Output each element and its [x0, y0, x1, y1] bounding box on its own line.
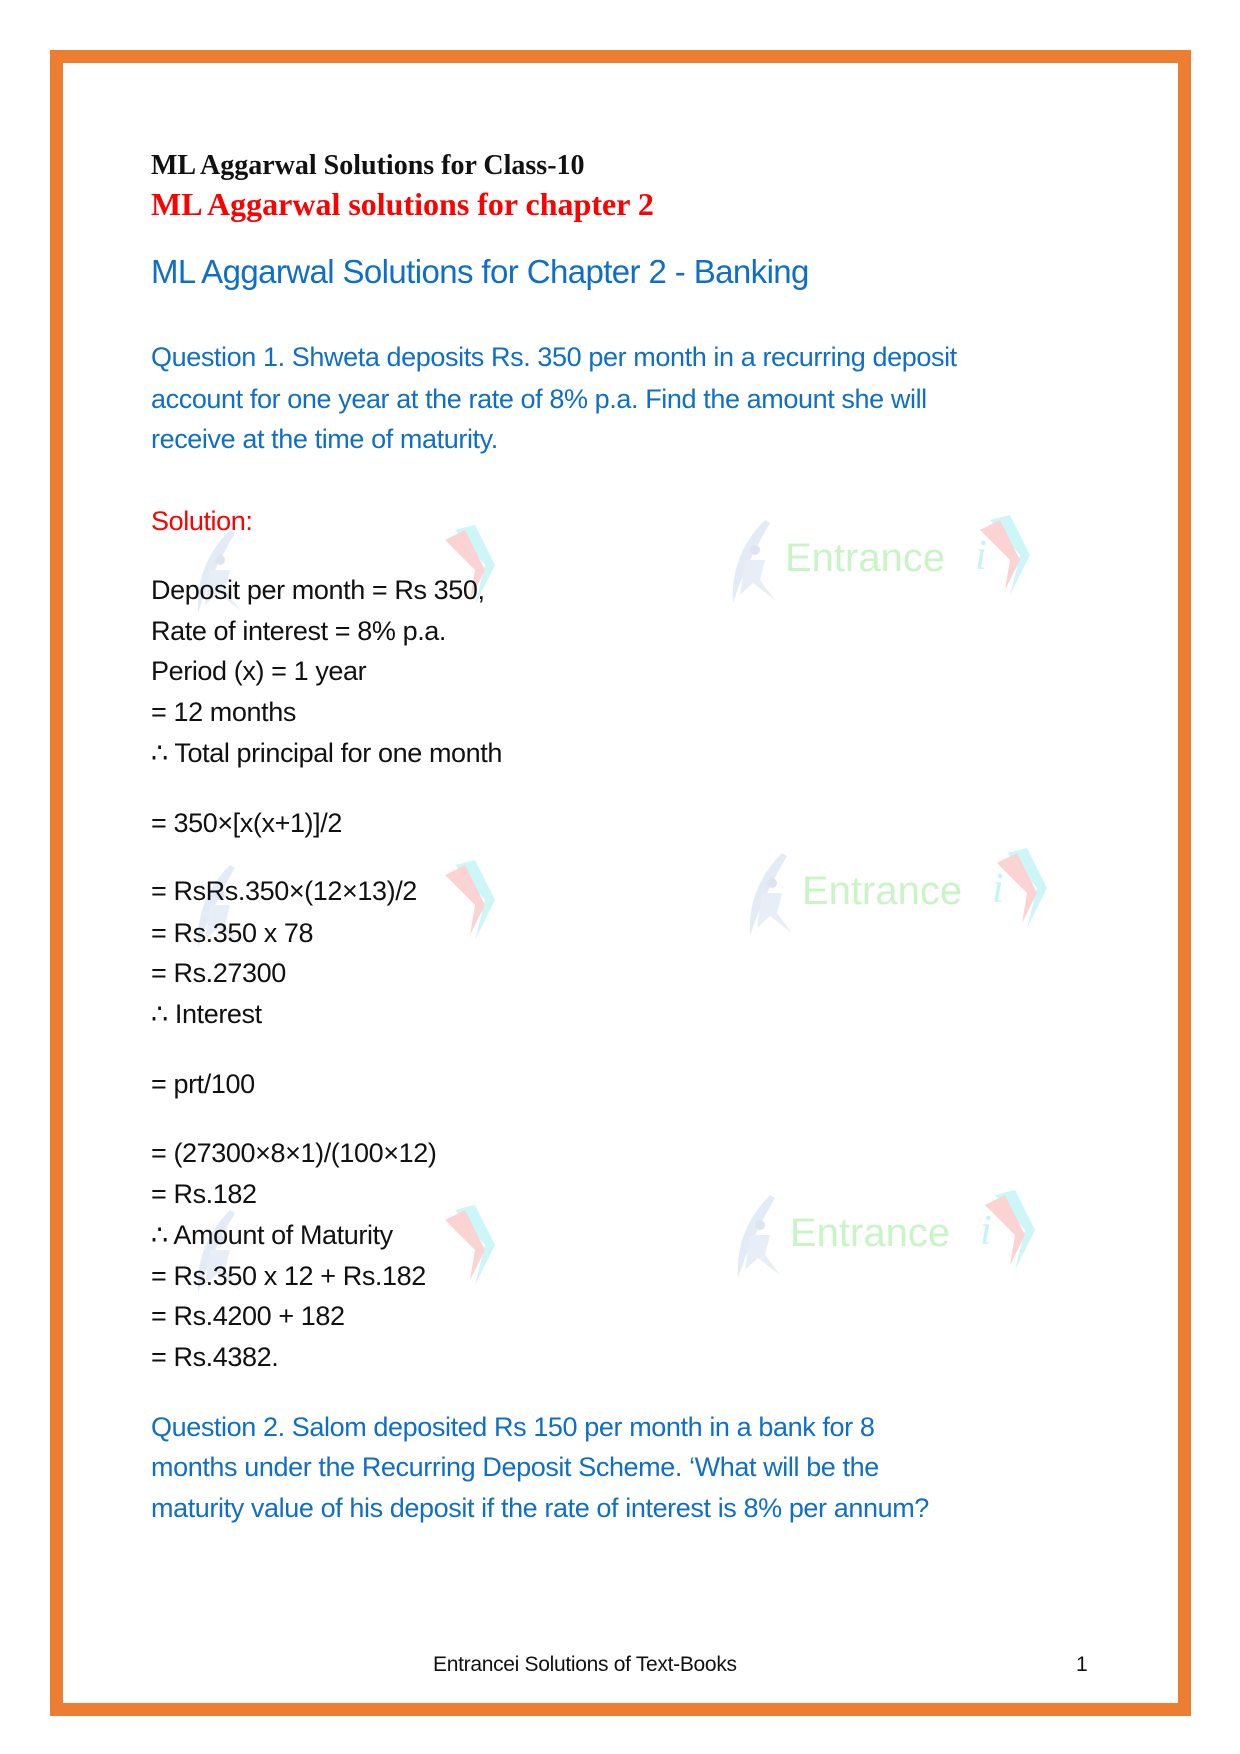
solution-line: Rate of interest = 8% p.a. — [151, 616, 447, 646]
watermark-text: Entrance — [785, 536, 946, 580]
watermark-letter: i — [980, 1208, 992, 1254]
paper-logo-icon — [997, 848, 1047, 928]
solution-line: = RsRs.350×(12×13)/2 — [151, 876, 417, 906]
question-2-line: months under the Recurring Deposit Scheme. ‘What will be the — [151, 1452, 879, 1482]
watermark-letter: i — [975, 533, 987, 579]
solution-line: = Rs.350 x 78 — [151, 918, 314, 948]
question-1-line: receive at the time of maturity. — [151, 424, 498, 454]
question-2-line: Question 2. Salom deposited Rs 150 per month in a bank for 8 — [151, 1412, 875, 1442]
solution-line: = 350×[x(x+1)]/2 — [151, 808, 342, 838]
entrancei-watermark — [720, 1180, 1050, 1290]
chapter-title: ML Aggarwal solutions for chapter 2 — [151, 186, 654, 222]
solution-line: ∴ Interest — [151, 999, 262, 1029]
paper-logo-icon — [445, 860, 495, 940]
solution-line: Deposit per month = Rs 350, — [151, 575, 485, 605]
watermark-text: Entrance — [802, 869, 963, 913]
footer-text: Entrancei Solutions of Text-Books — [433, 1653, 737, 1676]
solution-line: = Rs.182 — [151, 1179, 257, 1209]
solution-line: = Rs.350 x 12 + Rs.182 — [151, 1261, 426, 1291]
page-title: ML Aggarwal Solutions for Chapter 2 - Banking — [151, 253, 809, 290]
solution-line: = 12 months — [151, 697, 296, 727]
question-1-line: account for one year at the rate of 8% p.a. Find the amount she will — [151, 384, 927, 414]
solution-line: = (27300×8×1)/(100×12) — [151, 1138, 437, 1168]
solution-line: = Rs.4382. — [151, 1342, 279, 1372]
watermark-letter: i — [992, 866, 1004, 912]
entrancei-watermark — [715, 505, 1045, 615]
entrancei-watermark — [732, 838, 1062, 948]
solution-line: = prt/100 — [151, 1069, 255, 1099]
question-1-line: Question 1. Shweta deposits Rs. 350 per month in a recurring deposit — [151, 342, 957, 372]
solution-line: = Rs.4200 + 182 — [151, 1301, 345, 1331]
paper-logo-icon — [980, 515, 1030, 595]
solution-line: ∴ Amount of Maturity — [151, 1220, 393, 1250]
question-2-line: maturity value of his deposit if the rate of interest is 8% per annum? — [151, 1493, 929, 1523]
figure-logo-icon — [742, 848, 802, 938]
paper-logo-icon — [445, 1205, 495, 1285]
page-number: 1 — [1076, 1653, 1088, 1676]
figure-logo-icon — [725, 515, 785, 605]
solution-line: Period (x) = 1 year — [151, 656, 367, 686]
book-title: ML Aggarwal Solutions for Class-10 — [151, 150, 585, 181]
solution-line: ∴ Total principal for one month — [151, 738, 502, 768]
solution-line: = Rs.27300 — [151, 958, 286, 988]
solution-label: Solution: — [151, 506, 253, 536]
watermark-text: Entrance — [790, 1211, 951, 1255]
paper-logo-icon — [985, 1190, 1035, 1270]
figure-logo-icon — [730, 1190, 790, 1280]
